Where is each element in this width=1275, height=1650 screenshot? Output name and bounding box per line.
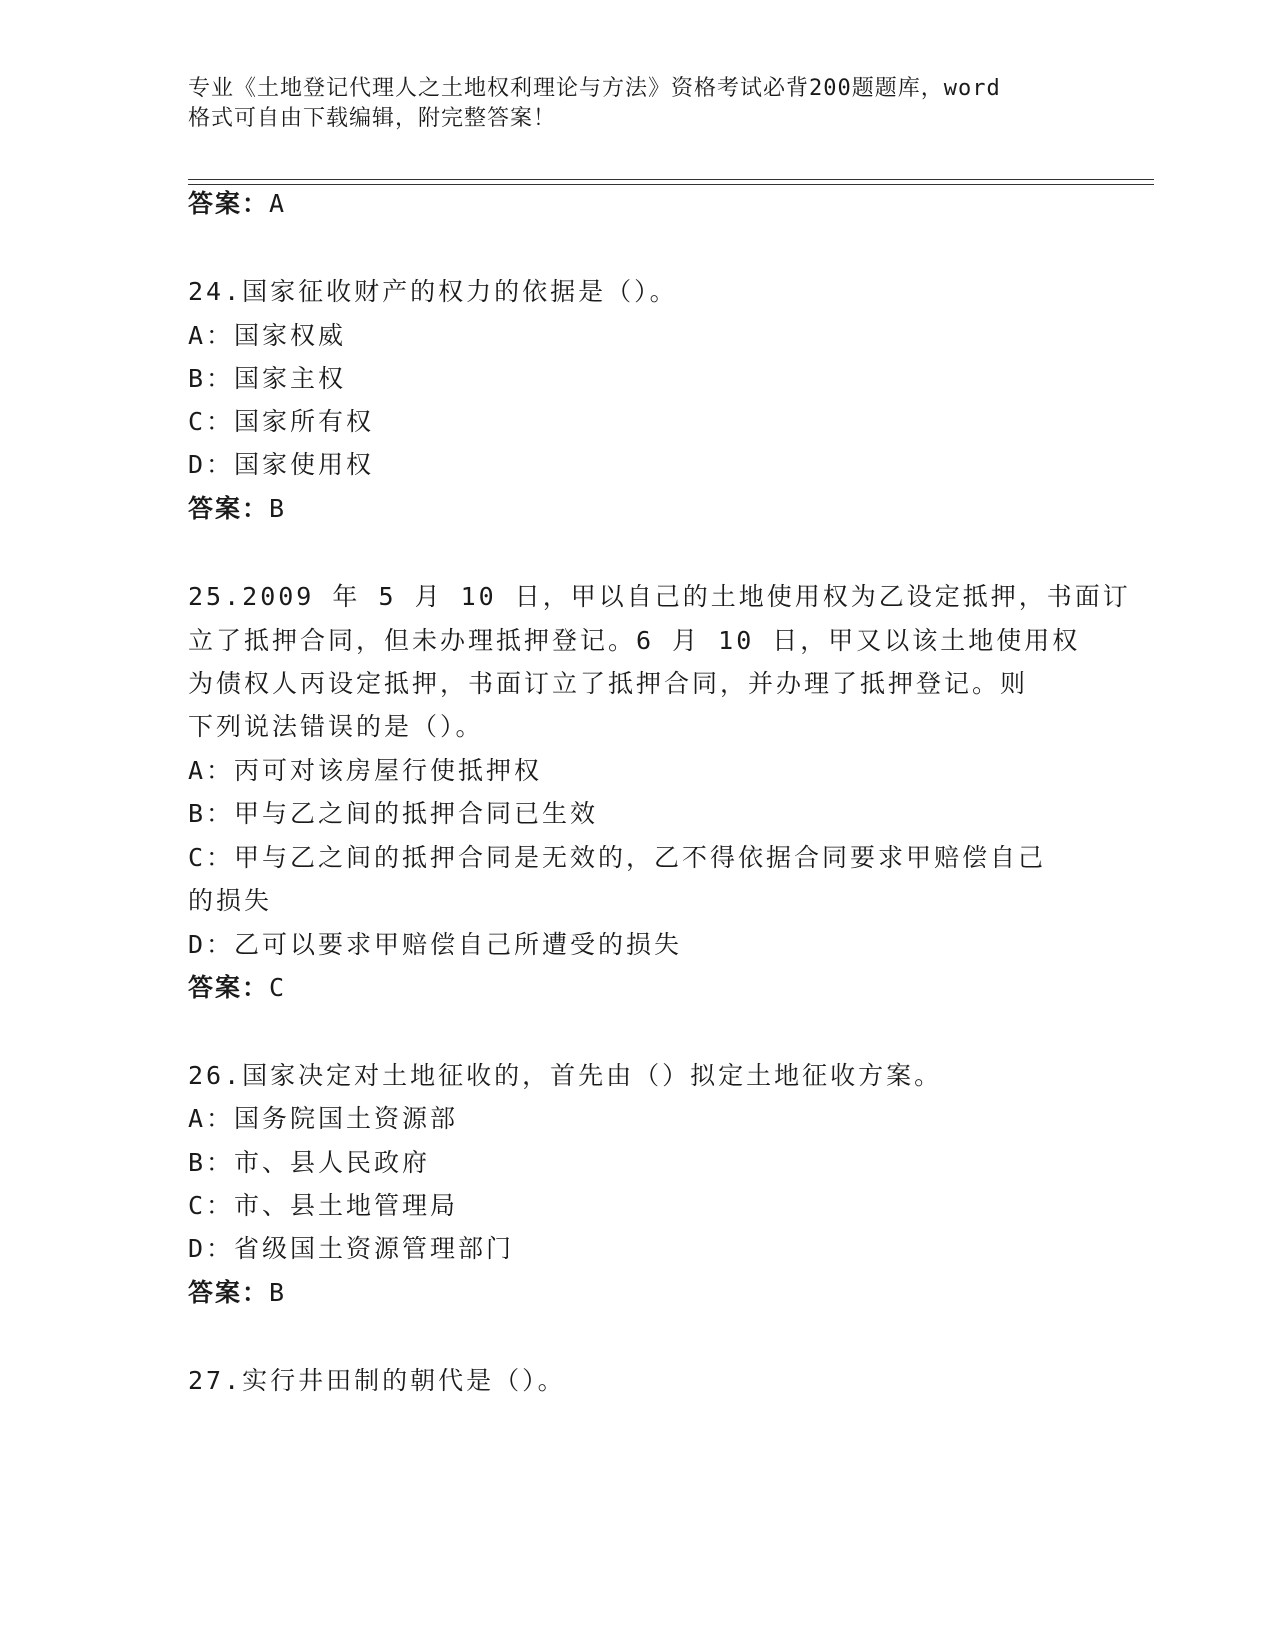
question-24-option-d: D：国家使用权: [188, 450, 375, 479]
question-25-option-a: A：丙可对该房屋行使抵押权: [188, 756, 543, 785]
prev-answer-line: [188, 188, 286, 220]
answer-value: C: [269, 973, 287, 1002]
question-24-option-a: A：国家权威: [188, 321, 347, 350]
question-24-answer: [188, 493, 286, 525]
header-divider-bottom: [188, 184, 1154, 185]
document-header: [188, 74, 1068, 134]
question-25-stem-line-4: 下列说法错误的是（）。: [188, 712, 484, 741]
question-26-option-c: C：市、县土地管理局: [188, 1191, 459, 1220]
question-24-option-b: B：国家主权: [188, 364, 347, 393]
question-25-option-d: D：乙可以要求甲赔偿自己所遭受的损失: [188, 930, 683, 959]
question-25-option-b: B：甲与乙之间的抵押合同已生效: [188, 799, 599, 828]
header-divider-top: [188, 179, 1154, 180]
answer-value: A: [269, 189, 287, 218]
answer-label: 答案：: [188, 494, 270, 523]
header-line-1: 专业《土地登记代理人之土地权利理论与方法》资格考试必背200题题库，word: [188, 76, 1001, 101]
header-line-2: 格式可自由下载编辑，附完整答案！: [188, 106, 557, 131]
question-24-stem: 24.国家征收财产的权力的依据是（）。: [188, 277, 678, 306]
answer-value: B: [269, 1278, 287, 1307]
question-26-option-a: A：国务院国土资源部: [188, 1104, 459, 1133]
question-26-option-d: D：省级国土资源管理部门: [188, 1234, 515, 1263]
question-26-option-b: B：市、县人民政府: [188, 1148, 431, 1177]
question-25-option-c-line-2: 的损失: [188, 886, 273, 915]
question-24-option-c: C：国家所有权: [188, 407, 375, 436]
question-25-answer: [188, 972, 286, 1004]
question-25-stem-line-1: 25.2009 年 5 月 10 日，甲以自己的土地使用权为乙设定抵押，书面订: [188, 582, 1131, 611]
question-25-option-c-line-1: C：甲与乙之间的抵押合同是无效的，乙不得依据合同要求甲赔偿自己: [188, 843, 1047, 872]
answer-label: 答案：: [188, 1278, 270, 1307]
question-26-stem: 26.国家决定对土地征收的，首先由（）拟定土地征收方案。: [188, 1061, 943, 1090]
question-26-answer: [188, 1277, 286, 1309]
answer-value: B: [269, 494, 287, 523]
question-27-stem: 27.实行井田制的朝代是（）。: [188, 1366, 566, 1395]
question-25-stem-line-2: 立了抵押合同，但未办理抵押登记。6 月 10 日，甲又以该土地使用权: [188, 626, 1081, 655]
answer-label: 答案：: [188, 973, 270, 1002]
answer-label: 答案：: [188, 189, 270, 218]
question-25-stem-line-3: 为债权人丙设定抵押，书面订立了抵押合同，并办理了抵押登记。则: [188, 669, 1029, 698]
